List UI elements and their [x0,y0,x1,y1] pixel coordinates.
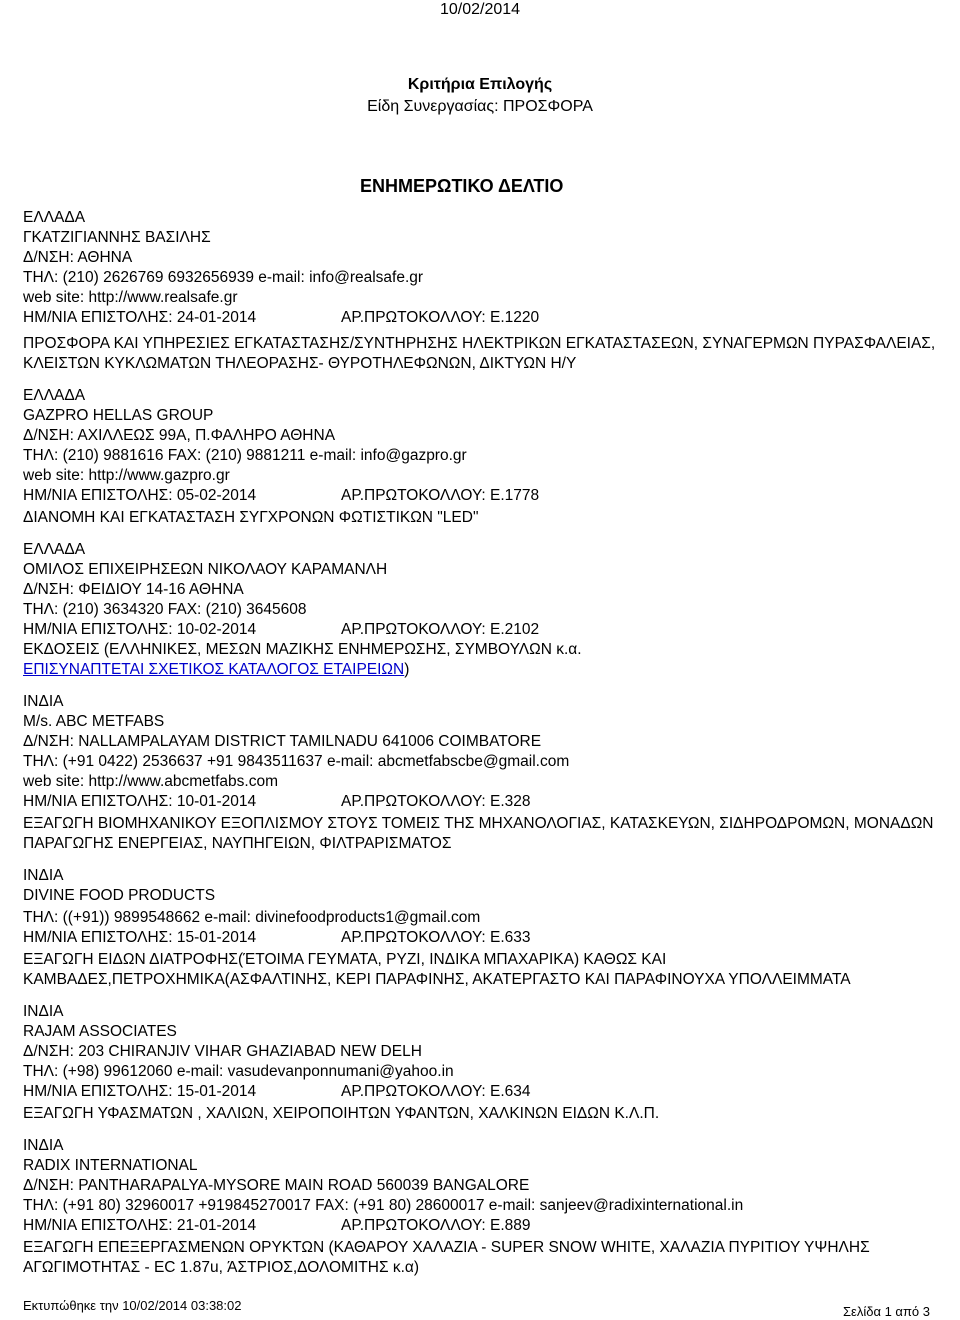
entry-web: web site: http://www.realsafe.gr [23,289,238,306]
entry-description: ΠΡΟΣΦΟΡΑ ΚΑΙ ΥΠΗΡΕΣΙΕΣ ΕΓΚΑΤΑΣΤΑΣΗΣ/ΣΥΝΤΗΡΗΣΗΣ ΗΛΕΚΤΡΙΚΩΝ ΕΓΚΑΤΑΣΤΑΣΕΩΝ, ΣΥΝΑΓΕΡΜΩΝ ΠΥΡΑΣΦΑΛΕΙΑΣ, ΚΛΕΙΣΤΩΝ ΚΥΚΛΩΜΑΤΩΝ ΤΗΛΕΟΡΑΣΗΣ- ΘΥΡΟΤΗΛΕΦΩΝΩΝ, ΔΙΚΤΥΩΝ Η/Υ [23,335,936,372]
entry-phone: ΤΗΛ: (210) 9881616 FAX: (210) 9881211 e-mail: info@gazpro.gr [23,447,467,464]
entry-name: RADIX INTERNATIONAL [23,1157,198,1174]
entry-name: M/s. ABC METFABS [23,713,165,730]
entry-meta [23,620,948,640]
entry-protocol: ΑΡ.ΠΡΩΤΟΚΟΛΛΟΥ: Ε.1778 [341,487,540,504]
entry-country: ΙΝΔΙΑ [23,867,64,884]
entry-address: Δ/ΝΣΗ: PANTHARAPALYA-MYSORE MAIN ROAD 560039 BANGALORE [23,1177,530,1194]
entry-meta [23,308,948,328]
entry-letter-date: ΗΜ/ΝΙΑ ΕΠΙΣΤΟΛΗΣ: 15-01-2014 [23,929,257,946]
criteria-subtitle: Είδη Συνεργασίας: ΠΡΟΣΦΟΡΑ [367,98,593,115]
entry-description: ΕΞΑΓΩΓΗ ΥΦΑΣΜΑΤΩΝ , ΧΑΛΙΩΝ, ΧΕΙΡΟΠΟΙΗΤΩΝ ΥΦΑΝΤΩΝ, ΧΑΛΚΙΝΩΝ ΕΙΔΩΝ Κ.Λ.Π. [23,1105,660,1122]
entry [23,692,948,854]
entry-country: ΕΛΛΑΔΑ [23,541,86,558]
entry-country: ΙΝΔΙΑ [23,1137,64,1154]
print-date: 10/02/2014 [439,1,521,18]
entry-description: ΕΞΑΓΩΓΗ ΕΠΕΞΕΡΓΑΣΜΕΝΩΝ ΟΡΥΚΤΩΝ (ΚΑΘΑΡΟΥ ΧΑΛΑΖΙΑ - SUPER SNOW WHITE, ΧΑΛΑΖΙΑ ΠΥΡΙΤΙΟΥ ΥΨΗΛΗΣ ΑΓΩΓΙΜΟΤΗΤΑΣ - EC 1.87u, ΆΣΤΡΙΟΣ,ΔΟΛΟΜΙΤΗΣ κ.α) [23,1239,870,1276]
entry-protocol: ΑΡ.ΠΡΩΤΟΚΟΛΛΟΥ: Ε.633 [341,929,531,946]
entry-phone: ΤΗΛ: (210) 2626769 6932656939 e-mail: info@realsafe.gr [23,269,424,286]
entry-country: ΕΛΛΑΔΑ [23,209,86,226]
entry-name: ΟΜΙΛΟΣ ΕΠΙΧΕΙΡΗΣΕΩΝ ΝΙΚΟΛΑΟΥ ΚΑΡΑΜΑΝΛΗ [23,561,388,578]
entry-name: GAZPRO HELLAS GROUP [23,407,214,424]
entry-description: ΔΙΑΝΟΜΗ ΚΑΙ ΕΓΚΑΤΑΣΤΑΣΗ ΣΥΓΧΡΟΝΩΝ ΦΩΤΙΣΤΙΚΩΝ "LED" [23,509,479,526]
entry-address: Δ/ΝΣΗ: ΑΧΙΛΛΕΩΣ 99Α, Π.ΦΑΛΗΡΟ ΑΘΗΝΑ [23,427,336,444]
entry-meta [23,792,948,812]
entry-web: web site: http://www.abcmetfabs.com [23,773,278,790]
entry-name: ΓΚΑΤΖΙΓΙΑΝΝΗΣ ΒΑΣΙΛΗΣ [23,229,211,246]
entry-phone: ΤΗΛ: (+98) 99612060 e-mail: vasudevanponnumani@yahoo.in [23,1063,454,1080]
entry-country: ΙΝΔΙΑ [23,1003,64,1020]
entry-address: Δ/ΝΣΗ: ΑΘΗΝΑ [23,249,133,266]
entry-web: web site: http://www.gazpro.gr [23,467,230,484]
entry-letter-date: ΗΜ/ΝΙΑ ΕΠΙΣΤΟΛΗΣ: 10-02-2014 [23,621,257,638]
entry-letter-date: ΗΜ/ΝΙΑ ΕΠΙΣΤΟΛΗΣ: 15-01-2014 [23,1083,257,1100]
entry-protocol: ΑΡ.ΠΡΩΤΟΚΟΛΛΟΥ: Ε.1220 [341,309,540,326]
entry-phone: ΤΗΛ: (+91 80) 32960017 +919845270017 FAX: (+91 80) 28600017 e-mail: sanjeev@radixinternational.in [23,1197,744,1214]
entry-address: Δ/ΝΣΗ: 203 CHIRANJIV VIHAR GHAZIABAD NEW DELH [23,1043,422,1060]
entry [23,1136,948,1278]
entry-name: RAJAM ASSOCIATES [23,1023,177,1040]
entry [23,208,948,374]
entry [23,540,948,680]
criteria-title: Κριτήρια Επιλογής [407,76,553,93]
entry-phone: ΤΗΛ: (210) 3634320 FAX: (210) 3645608 [23,601,307,618]
printed-timestamp: Εκτυπώθηκε την 10/02/2014 03:38:02 [23,1298,242,1313]
entry-phone: ΤΗΛ: ((+91)) 9899548662 e-mail: divinefoodproducts1@gmail.com [23,909,481,926]
entry-letter-date: ΗΜ/ΝΙΑ ΕΠΙΣΤΟΛΗΣ: 10-01-2014 [23,793,257,810]
entry-description: ΕΞΑΓΩΓΗ ΒΙΟΜΗΧΑΝΙΚΟΥ ΕΞΟΠΛΙΣΜΟΥ ΣΤΟΥΣ ΤΟΜΕΙΣ ΤΗΣ ΜΗΧΑΝΟΛΟΓΙΑΣ, ΚΑΤΑΣΚΕΥΩΝ, ΣΙΔΗΡΟΔΡΟΜΩΝ, ΜΟΝΑΔΩΝ ΠΑΡΑΓΩΓΗΣ ΕΝΕΡΓΕΙΑΣ, ΝΑΥΠΗΓΕΙΩΝ, ΦΙΛΤΡΑΡΙΣΜΑΤΟΣ [23,815,934,852]
entry-country: ΕΛΛΑΔΑ [23,387,86,404]
entry-letter-date: ΗΜ/ΝΙΑ ΕΠΙΣΤΟΛΗΣ: 24-01-2014 [23,309,257,326]
entry-address: Δ/ΝΣΗ: NALLAMPALAYAM DISTRICT TAMILNADU 641006 COIMBATORE [23,733,542,750]
entries-list [23,208,948,1290]
entry-meta [23,1216,948,1236]
entry [23,866,948,990]
entry-description: ΕΚΔΟΣΕΙΣ (ΕΛΛΗΝΙΚΕΣ, ΜΕΣΩΝ ΜΑΖΙΚΗΣ ΕΝΗΜΕΡΩΣΗΣ, ΣΥΜΒΟΥΛΩΝ κ.α. [23,641,582,658]
attachment-link[interactable]: ΕΠΙΣΥΝΑΠΤΕΤΑΙ ΣΧΕΤΙΚΟΣ ΚΑΤΑΛΟΓΟΣ ΕΤΑΙΡΕΙΩΝ [23,661,405,678]
entry-address: Δ/ΝΣΗ: ΦΕΙΔΙΟΥ 14-16 ΑΘΗΝΑ [23,581,244,598]
entry-protocol: ΑΡ.ΠΡΩΤΟΚΟΛΛΟΥ: Ε.2102 [341,621,540,638]
entry-protocol: ΑΡ.ΠΡΩΤΟΚΟΛΛΟΥ: Ε.634 [341,1083,531,1100]
entry-protocol: ΑΡ.ΠΡΩΤΟΚΟΛΛΟΥ: Ε.889 [341,1217,531,1234]
attachment-link-suffix: ) [404,661,410,678]
entry-protocol: ΑΡ.ΠΡΩΤΟΚΟΛΛΟΥ: Ε.328 [341,793,531,810]
entry [23,386,948,528]
page-number: Σελίδα 1 από 3 [843,1304,930,1319]
entry-country: ΙΝΔΙΑ [23,693,64,710]
document-title: ΕΝΗΜΕΡΩΤΙΚΟ ΔΕΛΤΙΟ [360,176,564,196]
entry-description: ΕΞΑΓΩΓΗ ΕΙΔΩΝ ΔΙΑΤΡΟΦΗΣ(ΈΤΟΙΜΑ ΓΕΥΜΑΤΑ, ΡΥΖΙ, ΙΝΔΙΚΑ ΜΠΑΧΑΡΙΚΑ) ΚΑΘΩΣ ΚΑΙ ΚΑΜΒΑΔΕΣ,ΠΕΤΡΟΧΗΜΙΚΑ(ΑΣΦΑΛΤΙΝΗΣ, ΚΕΡΙ ΠΑΡΑΦΙΝΗΣ, ΑΚΑΤΕΡΓΑΣΤΟ ΚΑΙ ΠΑΡΑΦΙΝΟΥΧΑ ΥΠΟΛΛΕΙΜΜΑΤΑ [23,951,851,988]
entry-letter-date: ΗΜ/ΝΙΑ ΕΠΙΣΤΟΛΗΣ: 05-02-2014 [23,487,257,504]
entry-meta [23,928,948,948]
entry-letter-date: ΗΜ/ΝΙΑ ΕΠΙΣΤΟΛΗΣ: 21-01-2014 [23,1217,257,1234]
criteria-block [0,74,960,118]
entry [23,1002,948,1124]
entry-name: DIVINE FOOD PRODUCTS [23,887,216,904]
entry-meta [23,1082,948,1102]
entry-attachment-line [23,660,948,680]
entry-meta [23,486,948,506]
entry-phone: ΤΗΛ: (+91 0422) 2536637 +91 9843511637 e-mail: abcmetfabscbe@gmail.com [23,753,570,770]
